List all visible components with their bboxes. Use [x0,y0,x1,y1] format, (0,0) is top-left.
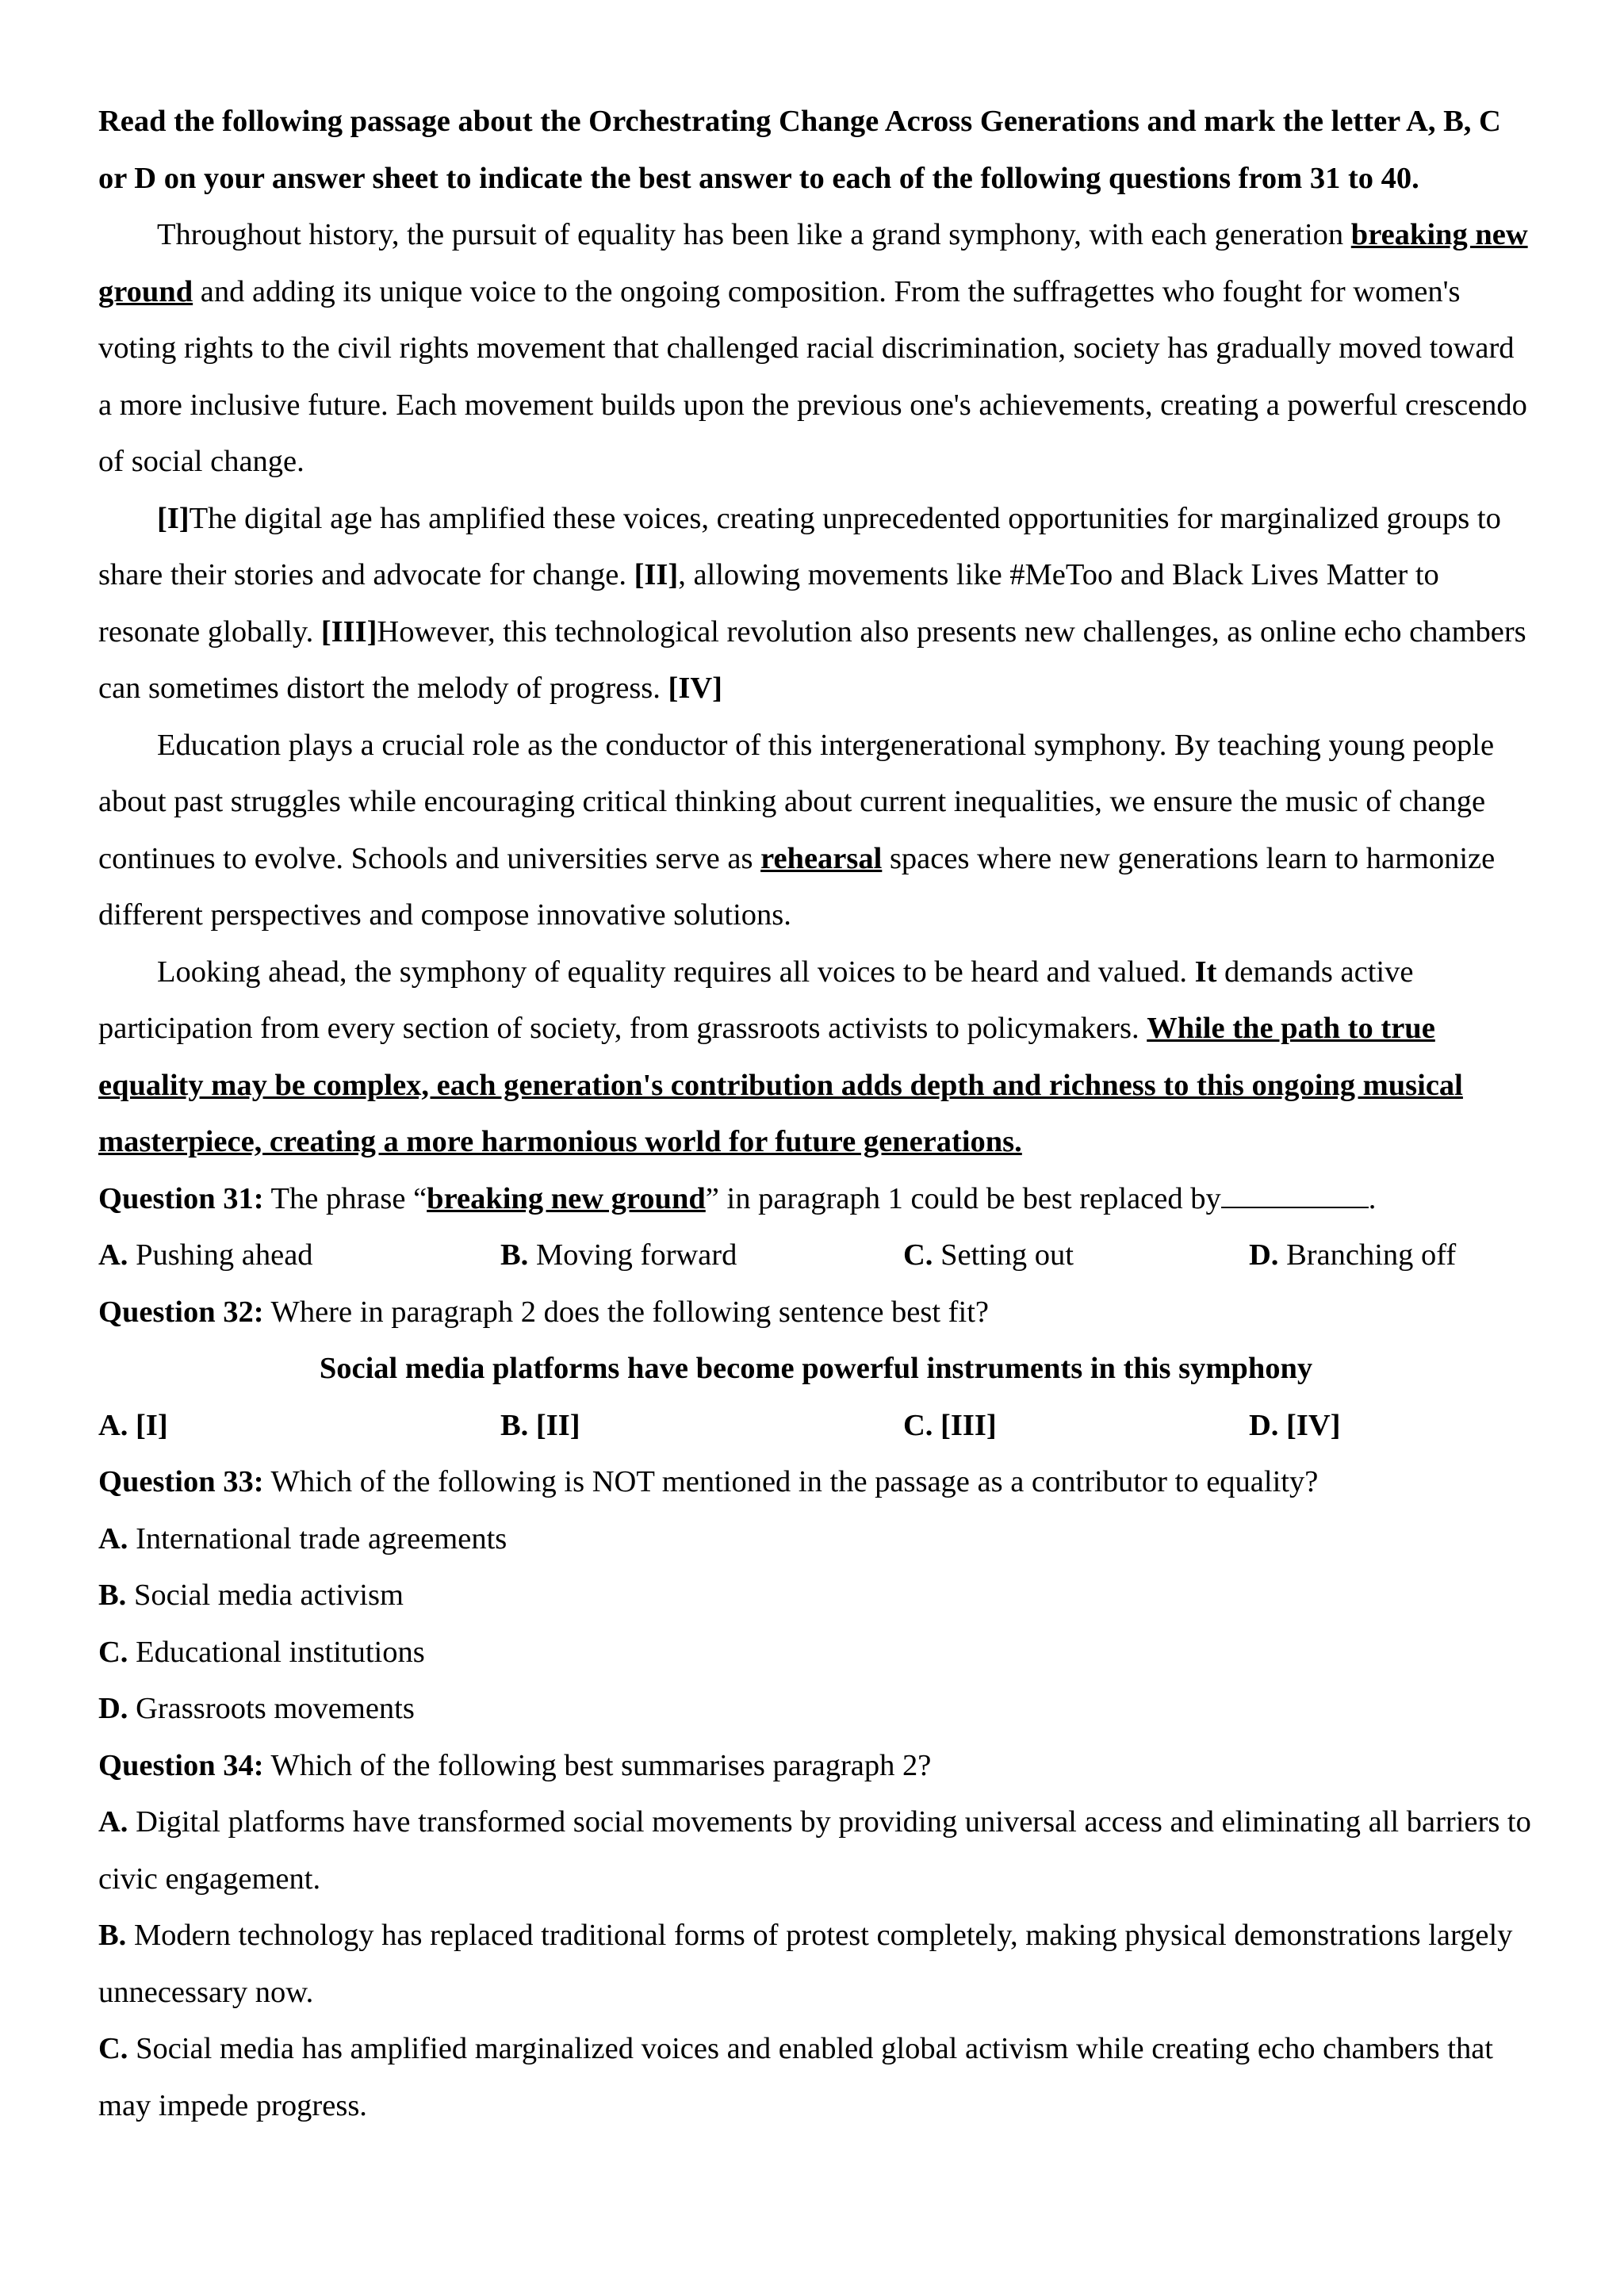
bold-word-it: It [1194,955,1217,989]
question-32-stem [98,1284,1534,1341]
p3-text-b: spaces where new generations learn to harmonize different perspectives and compose innovative solutions. [98,841,1496,932]
question-34-stem [98,1738,1534,1795]
option-letter: A. [98,1521,128,1556]
q32-option-b[interactable]: B. [II] [500,1408,580,1442]
passage-paragraph-3 [98,718,1534,944]
p4-text-b: demands active participation from every section of society, from grassroots activists to policymakers. [98,955,1414,1045]
q33-option-b[interactable] [98,1567,1534,1624]
passage-paragraph-1 [98,207,1534,491]
q32-insert-sentence: Social media platforms have become powerful instruments in this symphony [319,1352,1313,1385]
answer-blank [1221,1183,1369,1208]
q31-option-c[interactable] [903,1227,1249,1284]
passage-paragraph-4 [98,944,1534,1171]
q31-underlined-phrase: breaking new ground [427,1181,706,1215]
option-letter: C. [98,1635,128,1669]
option-text: Setting out [933,1238,1074,1272]
p2-text-b: , allowing movements like #MeToo and Black Lives Matter to resonate globally. [98,558,1439,649]
option-text: Social media activism [126,1578,404,1612]
option-text: Pushing ahead [128,1238,313,1272]
option-text: Moving forward [528,1238,737,1272]
option-text: Branching off [1278,1238,1457,1272]
option-text: Grassroots movements [128,1692,415,1725]
q31-stem-end: . [1368,1181,1377,1215]
option-letter: C. [98,2032,128,2065]
q34-stem-text: Which of the following best summarises paragraph 2? [263,1748,932,1782]
q32-option-a[interactable]: A. [I] [98,1408,168,1442]
question-34-label: Question 34: [98,1748,264,1782]
q31-option-b[interactable] [500,1227,903,1284]
q34-option-c[interactable] [98,2021,1534,2134]
underlined-sentence: While the path to true equality may be complex, each generation's contribution adds depth and richness to this ongoing musical masterpiece, creating a more harmonious world for future generations. [98,1012,1463,1158]
q33-stem-text: Which of the following is NOT mentioned in the passage as a contributor to equality? [263,1465,1319,1498]
option-text: Modern technology has replaced traditional forms of protest completely, making physical demonstrations largely unnecessary now. [98,1919,1513,2009]
q31-option-d[interactable] [1249,1227,1534,1284]
option-letter: A. [98,1805,128,1839]
question-31-stem [98,1171,1534,1228]
option-letter: D. [1249,1238,1279,1272]
q33-option-c[interactable] [98,1624,1534,1682]
p2-text-c: However, this technological revolution also presents new challenges, as online echo chambers can sometimes distort the melody of progress. [98,614,1526,705]
passage-paragraph-2 [98,491,1534,718]
option-text: Educational institutions [128,1635,425,1669]
q34-option-b[interactable] [98,1908,1534,2021]
marker-iv: [IV] [668,672,722,705]
question-33-stem [98,1454,1534,1511]
marker-i: [I] [157,501,190,535]
question-33-label: Question 33: [98,1465,264,1498]
p1-text-a: Throughout history, the pursuit of equality has been like a grand symphony, with each generation [157,218,1351,251]
q33-option-a[interactable] [98,1511,1534,1568]
option-text: International trade agreements [128,1521,508,1556]
q32-stem-text: Where in paragraph 2 does the following sentence best fit? [263,1295,989,1329]
option-letter: D. [98,1692,128,1725]
underlined-phrase-breaking-new-ground: breaking new ground [98,218,1528,308]
underlined-word-rehearsal: rehearsal [760,841,883,875]
option-letter: B. [500,1238,529,1272]
option-text: Social media has amplified marginalized voices and enabled global activism while creating echo chambers that may impede progress. [98,2032,1493,2122]
marker-ii: [II] [634,558,679,591]
q31-stem-b: ” in paragraph 1 could be best replaced by [705,1181,1221,1215]
q31-option-a[interactable] [98,1227,500,1284]
option-letter: C. [903,1238,933,1272]
question-31-options [98,1227,1534,1284]
marker-iii: [III] [320,614,377,649]
p2-text-a: The digital age has amplified these voices, creating unprecedented opportunities for marginalized groups to share their stories and advocate for change. [98,501,1501,591]
question-32-options [98,1398,1534,1455]
q34-option-a[interactable] [98,1794,1534,1908]
question-32-label: Question 32: [98,1295,264,1329]
instruction: Read the following passage about the Orchestrating Change Across Generations and mark the letter A, B, C or D on your answer sheet to indicate the best answer to each of the following questions from 31 to 40. [98,105,1501,195]
question-31-label: Question 31: [98,1181,264,1215]
option-letter: B. [98,1578,127,1612]
p4-text-a: Looking ahead, the symphony of equality requires all voices to be heard and valued. [157,955,1195,989]
p3-text-a: Education plays a crucial role as the conductor of this intergenerational symphony. By teaching young people about past struggles while encouraging critical thinking about current inequalities, we ensure the music of change continues to evolve. Schools and universities serve as [98,728,1495,875]
q32-option-d[interactable]: D. [IV] [1249,1408,1341,1442]
option-letter: A. [98,1238,128,1272]
q31-stem-a: The phrase “ [263,1181,427,1215]
option-text: Digital platforms have transformed social movements by providing universal access and eliminating all barriers to civic engagement. [98,1805,1531,1896]
exam-page [98,94,1534,2134]
q32-option-c[interactable]: C. [III] [903,1408,997,1442]
p1-text-b: and adding its unique voice to the ongoing composition. From the suffragettes who fought for women's voting rights to the civil rights movement that challenged racial discrimination, society has gradually moved toward a more inclusive future. Each movement builds upon the previous one's achievements, creating a powerful crescendo of social change. [98,274,1527,478]
option-letter: B. [98,1919,127,1952]
q33-option-d[interactable] [98,1681,1534,1738]
